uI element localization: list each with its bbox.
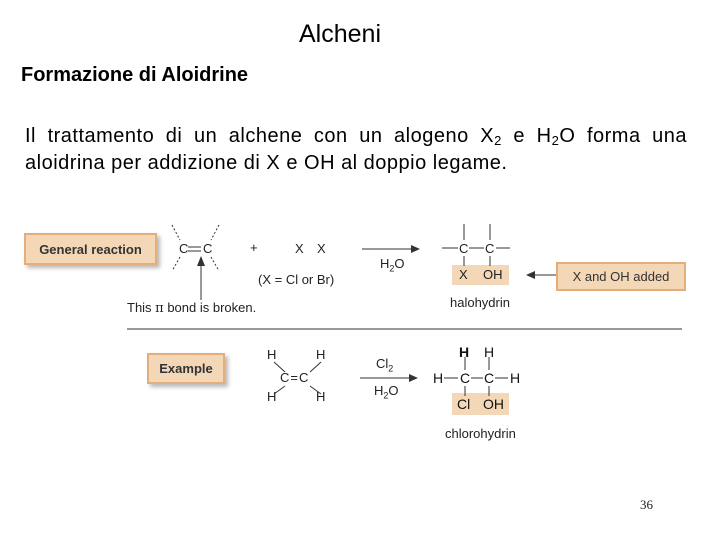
product-carbon: C [485,241,495,256]
product-carbon: C [460,370,471,386]
product-carbon: C [459,241,469,256]
product-x: X [459,267,468,282]
product-oh: OH [483,267,503,282]
paragraph-text: e H [501,125,552,147]
hydrogen-atom: H [316,389,326,404]
hydrogen-atom: H [316,347,326,362]
paragraph-text: O forma una aloidrina per addizione di X e OH al doppio legame. [25,125,688,174]
water-reagent: $H_2O$ [380,256,405,274]
added-label: X and OH added [556,262,686,291]
halogen-definition: (X = Cl or Br) [258,272,335,287]
hydrogen-atom: H [267,347,277,362]
halogen-atom: X [317,241,326,256]
alkene-bond: C=C [280,370,310,385]
pi-bond-note: This π bond is broken. [127,300,257,316]
water-reagent: $H_2O$ [374,383,399,401]
slide-title: Alcheni [299,20,381,48]
product-hydrogen: H [484,344,495,360]
chlorine-reagent: $Cl_2$ [376,356,394,374]
hydrogen-atom: H [267,389,277,404]
alkene-carbon: C [203,241,213,256]
product-hydrogen: H [510,370,521,386]
example-label: Example [147,353,225,384]
product-oh: OH [483,396,504,412]
product-name: chlorohydrin [445,426,516,441]
halogen-atom: X [295,241,304,256]
paragraph-text: Il trattamento di un alchene con un alogeno X [25,125,495,147]
paragraph-subscript: 2 [494,133,502,148]
alkene-carbon: C [179,241,189,256]
general-reaction-label: General reaction [24,233,157,265]
slide-subtitle: Formazione di Aloidrine [21,64,249,86]
product-carbon: C [484,370,495,386]
paragraph-subscript: 2 [551,133,560,148]
product-name: halohydrin [450,295,510,310]
product-chlorine: Cl [457,396,471,412]
product-hydrogen: H [433,370,444,386]
page-number: 36 [640,497,653,512]
plus-sign: + [250,240,258,255]
product-hydrogen: H [459,344,470,360]
